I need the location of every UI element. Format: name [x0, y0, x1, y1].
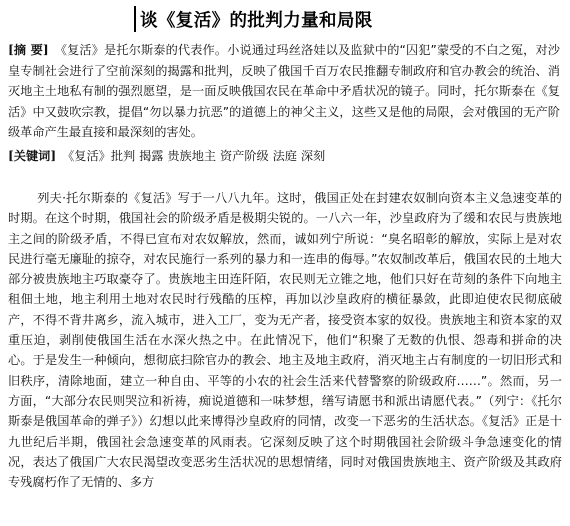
abstract-paragraph [8, 40, 560, 143]
article-title: 谈《复活》的批判力量和局限 [140, 10, 373, 31]
abstract-tag: [摘 要] [8, 43, 49, 57]
keywords-text: 《复活》批判 揭露 贵族地主 资产阶级 法庭 深刻 [62, 149, 326, 163]
body-paragraph: 列夫·托尔斯泰的《复活》写于一八八九年。这时，俄国正处在封建农奴制向资本主义急速变革的时期。在这个时期，俄国社会的阶级矛盾是极期尖锐的。一八六一年，沙皇政府为了缓和农民与贵族地主之间的阶级矛盾，不得已宣布对农奴解放，然而，诚如列宁所说：“臭名昭彰的解放，实际上是对农民进行毫无廉耻的掠夺，对农民施行一系列的暴力和一连串的侮辱。”农奴制改革后，俄国农民的土地大部分被贵族地主巧取豪夺了。贵族地主田连阡陌，农民则无立锥之地，他们只好在苛刻的条件下向地主租佃土地，地主利用土地对农民时行残酷的压榨，再加以沙皇政府的横征暴敛，此即迫使农民彻底破产，不得不背井离乡，流入城市，进入工厂，变为无产者，接受资本家的奴役。贵族地主和资本家的双重压迫，剥削使俄国生活在水深火热之中。在此情况下，他们“积聚了无数的仇恨、怨毒和拼命的决心。于是发生一种倾向，想彻底扫除官办的教会、地主及地主政府，消灭地主占有制度的一切旧形式和旧秩序，清除地面，建立一种自由、平等的小农的社会生活来代替警察的阶级政府……”。然而，另一方面，“大部分农民则哭泣和祈祷，痴说道德和一味梦想，缮写请愿书和派出请愿代表。”（列宁：《托尔斯泰是俄国革命的弹子》）幻想以此来博得沙皇政府的同情，改变一下恶劣的生活状态。《复活》正是十九世纪后半期，俄国社会急速变革的风雨表。它深刻反映了这个时期俄国社会阶级斗争急速变化的情况，表达了俄国广大农民渴望改变恶劣生活状况的思想情绪，同时对俄国贵族地主、资产阶级及其政府专残腐朽作了无情的、多方 [8, 191, 562, 490]
text-cursor [134, 6, 136, 32]
keywords-tag: [关键词] [8, 149, 57, 163]
abstract-text: 《复活》是托尔斯泰的代表作。小说通过玛丝洛娃以及监狱中的“囚犯”蒙受的不白之冤，对沙皇专制社会进行了空前深刻的揭露和批判，反映了俄国千百万农民推翻专制政府和官办教会的统治、消灭地主土地私有制的强烈愿望，是一面反映俄国农民在革命中矛盾状况的镜子。同时，托尔斯泰在《复活》中又鼓吹宗教，提倡“勿以暴力抗恶”的道德上的神父主义，这些又是他的局限，会对俄国的无产阶级革命产生最直接和最深刻的害处。 [8, 43, 560, 139]
keywords-line [8, 146, 560, 166]
title-row [134, 5, 373, 33]
